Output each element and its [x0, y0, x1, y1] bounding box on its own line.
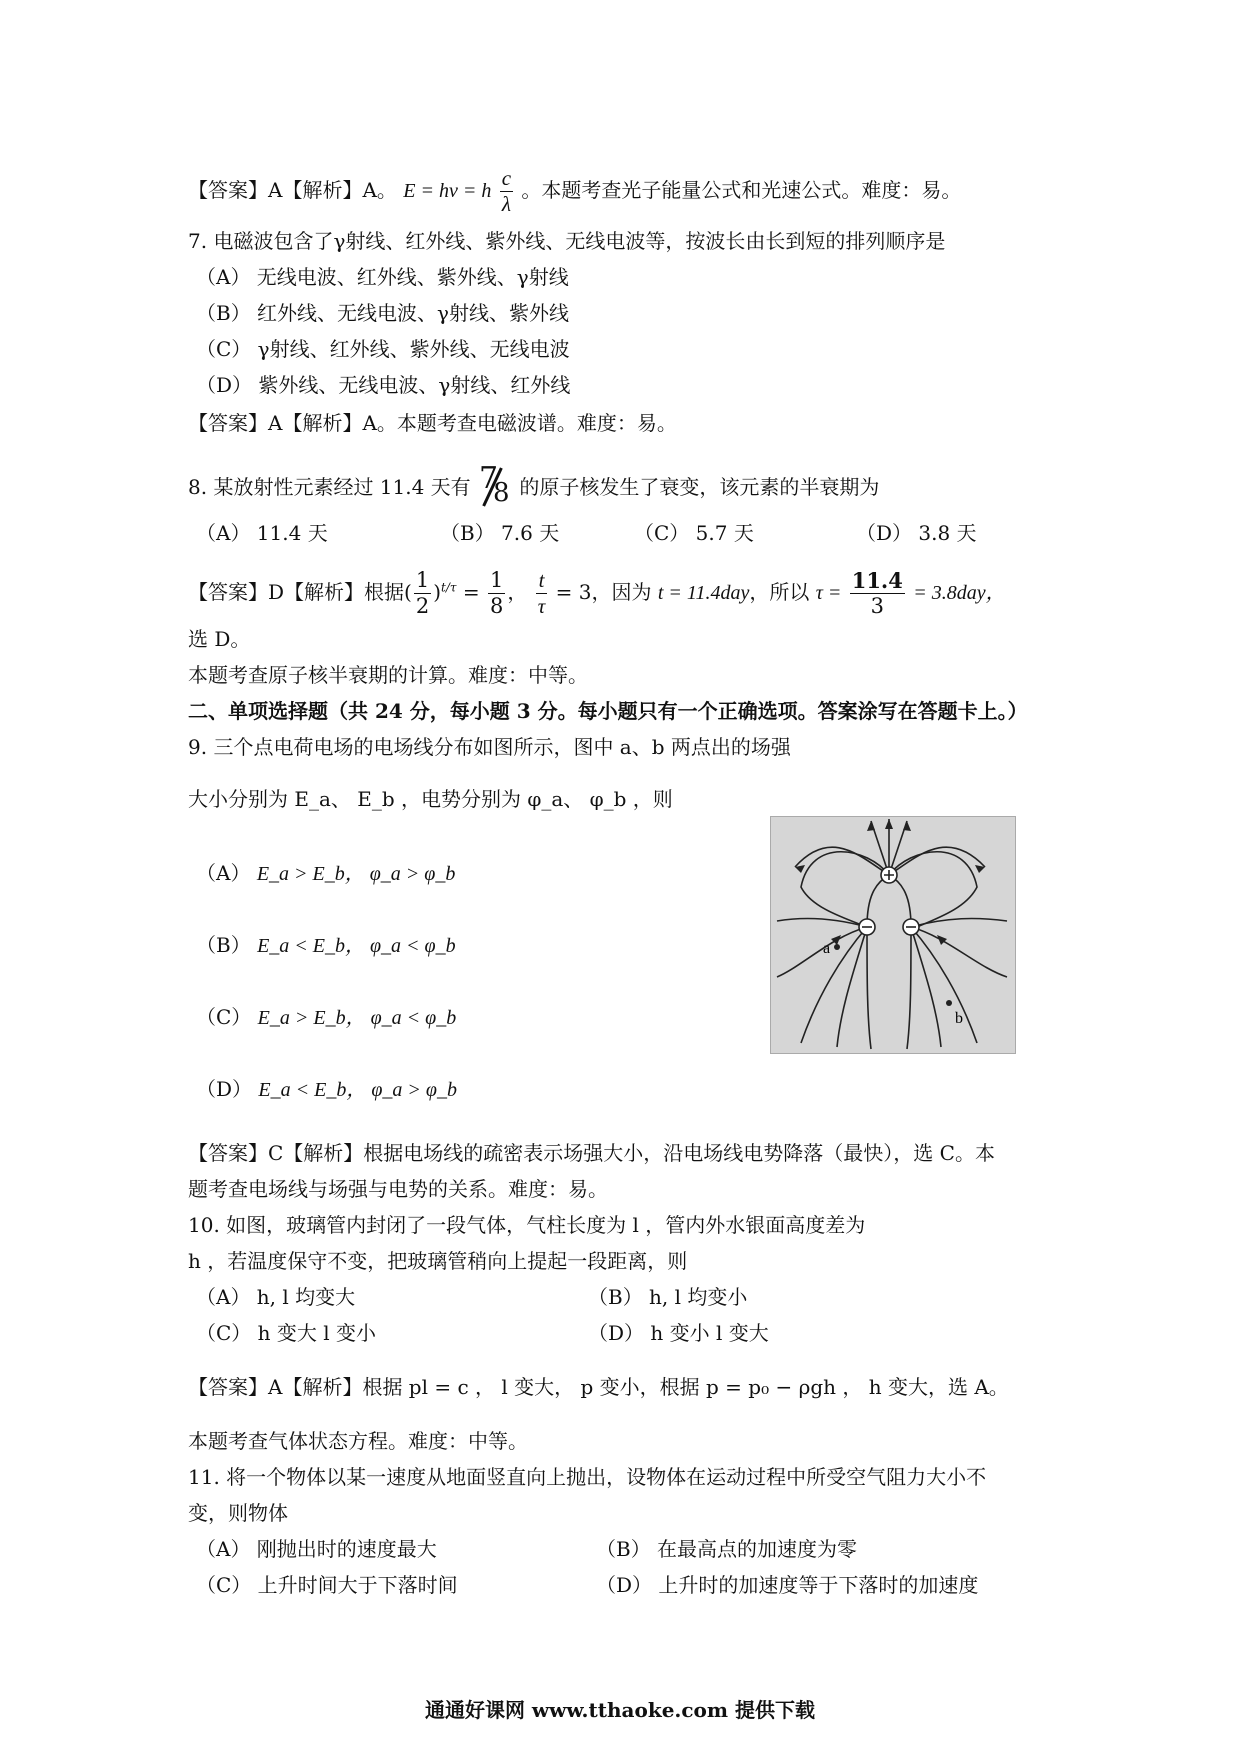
q6-answer: 【答案】A【解析】A。 E = hν = h $\frac{c}{\lambda}$ 。本题考查光子能量公式和光速公式。难度：易。: [188, 166, 962, 216]
q10-option-b: （B） h, l 均变小: [588, 1285, 748, 1309]
q8-option-a: （A） 11.4 天: [196, 521, 328, 545]
q11-option-c: （C） 上升时间大于下落时间: [196, 1573, 458, 1597]
q10-stem-1: 10. 如图，玻璃管内封闭了一段气体，气柱长度为 l ，管内外水银面高度差为: [188, 1213, 866, 1237]
q7-option-c: （C） γ射线、红外线、紫外线、无线电波: [196, 337, 570, 361]
q10-stem-2: h ，若温度保守不变，把玻璃管稍向上提起一段距离，则: [188, 1249, 688, 1273]
q9-stem-2: 大小分别为 E_a、 E_b ，电势分别为 φ_a、 φ_b ，则: [188, 787, 673, 811]
seven-eighths-fraction: 7 8: [479, 461, 510, 508]
q11-option-d: （D） 上升时的加速度等于下落时的加速度: [596, 1573, 979, 1597]
q9-answer-1: 【答案】C【解析】根据电场线的疏密表示场强大小，沿电场线电势降落（最快），选 C。本: [188, 1141, 995, 1165]
q7-option-b: （B） 红外线、无线电波、γ射线、紫外线: [196, 301, 570, 325]
q7-stem: 7. 电磁波包含了γ射线、红外线、紫外线、无线电波等，按波长由长到短的排列顺序是: [188, 229, 946, 253]
q11-option-a: （A） 刚抛出时的速度最大: [196, 1537, 437, 1561]
q10-answer: 【答案】A【解析】根据 pl = c ， l 变大， p 变小，根据 p = p₀ − ρgh ， h 变大，选 A。: [188, 1375, 1009, 1399]
point-b: [946, 1000, 952, 1006]
q8-select: 选 D。: [188, 627, 251, 651]
q10-option-d: （D） h 变小 l 变大: [588, 1321, 769, 1345]
q9-option-a: （A） E_a > E_b， φ_a > φ_b: [196, 861, 456, 885]
q7-answer: 【答案】A【解析】A。本题考查电磁波谱。难度：易。: [188, 411, 677, 435]
q9-option-b: （B） E_a < E_b， φ_a < φ_b: [196, 933, 456, 957]
q10-note: 本题考查气体状态方程。难度：中等。: [188, 1429, 528, 1453]
field-lines-drawing: [771, 817, 1015, 1053]
q8-stem: 8. 某放射性元素经过 11.4 天有 7 8 的原子核发生了衰变，该元素的半衰期为: [188, 461, 880, 508]
q9-option-c: （C） E_a > E_b， φ_a < φ_b: [196, 1005, 457, 1029]
footer-watermark: 通通好课网 www.tthaoke.com 提供下载: [424, 1698, 816, 1722]
q9-answer-2: 题考查电场线与场强与电势的关系。难度：易。: [188, 1177, 608, 1201]
q7-option-a: （A） 无线电波、红外线、紫外线、γ射线: [196, 265, 569, 289]
q8-note: 本题考查原子核半衰期的计算。难度：中等。: [188, 663, 588, 687]
q8-option-b: （B） 7.6 天: [440, 521, 560, 545]
q11-stem-1: 11. 将一个物体以某一速度从地面竖直向上抛出，设物体在运动过程中所受空气阻力大小不: [188, 1465, 987, 1489]
point-b-label: b: [955, 1010, 963, 1027]
q9-option-d: （D） E_a < E_b， φ_a > φ_b: [196, 1077, 457, 1101]
q9-stem-1: 9. 三个点电荷电场的电场线分布如图所示，图中 a、b 两点出的场强: [188, 735, 791, 759]
q10-option-a: （A） h, l 均变大: [196, 1285, 356, 1309]
q8-option-d: （D） 3.8 天: [856, 521, 977, 545]
point-a-label: a: [823, 940, 831, 957]
point-a: [834, 944, 840, 950]
q10-option-c: （C） h 变大 l 变小: [196, 1321, 377, 1345]
q8-answer: 【答案】D【解析】根据( $\frac{1}{2}$ )$^{t/\tau}$ = $\frac{1}{8}$ ， $\frac{t}{\tau}$ = 3，因为 t = 11.4day，所以 τ = $\frac{11.4}{3}$ = 3.8day，: [188, 568, 1006, 618]
q11-option-b: （B） 在最高点的加速度为零: [596, 1537, 858, 1561]
q11-stem-2: 变，则物体: [188, 1501, 288, 1525]
q7-option-d: （D） 紫外线、无线电波、γ射线、红外线: [196, 373, 571, 397]
electric-field-figure: [770, 816, 1016, 1054]
section-title: 二、单项选择题（共 24 分，每小题 3 分。每小题只有一个正确选项。答案涂写在答题卡上。）: [188, 699, 1028, 723]
q8-option-c: （C） 5.7 天: [634, 521, 754, 545]
